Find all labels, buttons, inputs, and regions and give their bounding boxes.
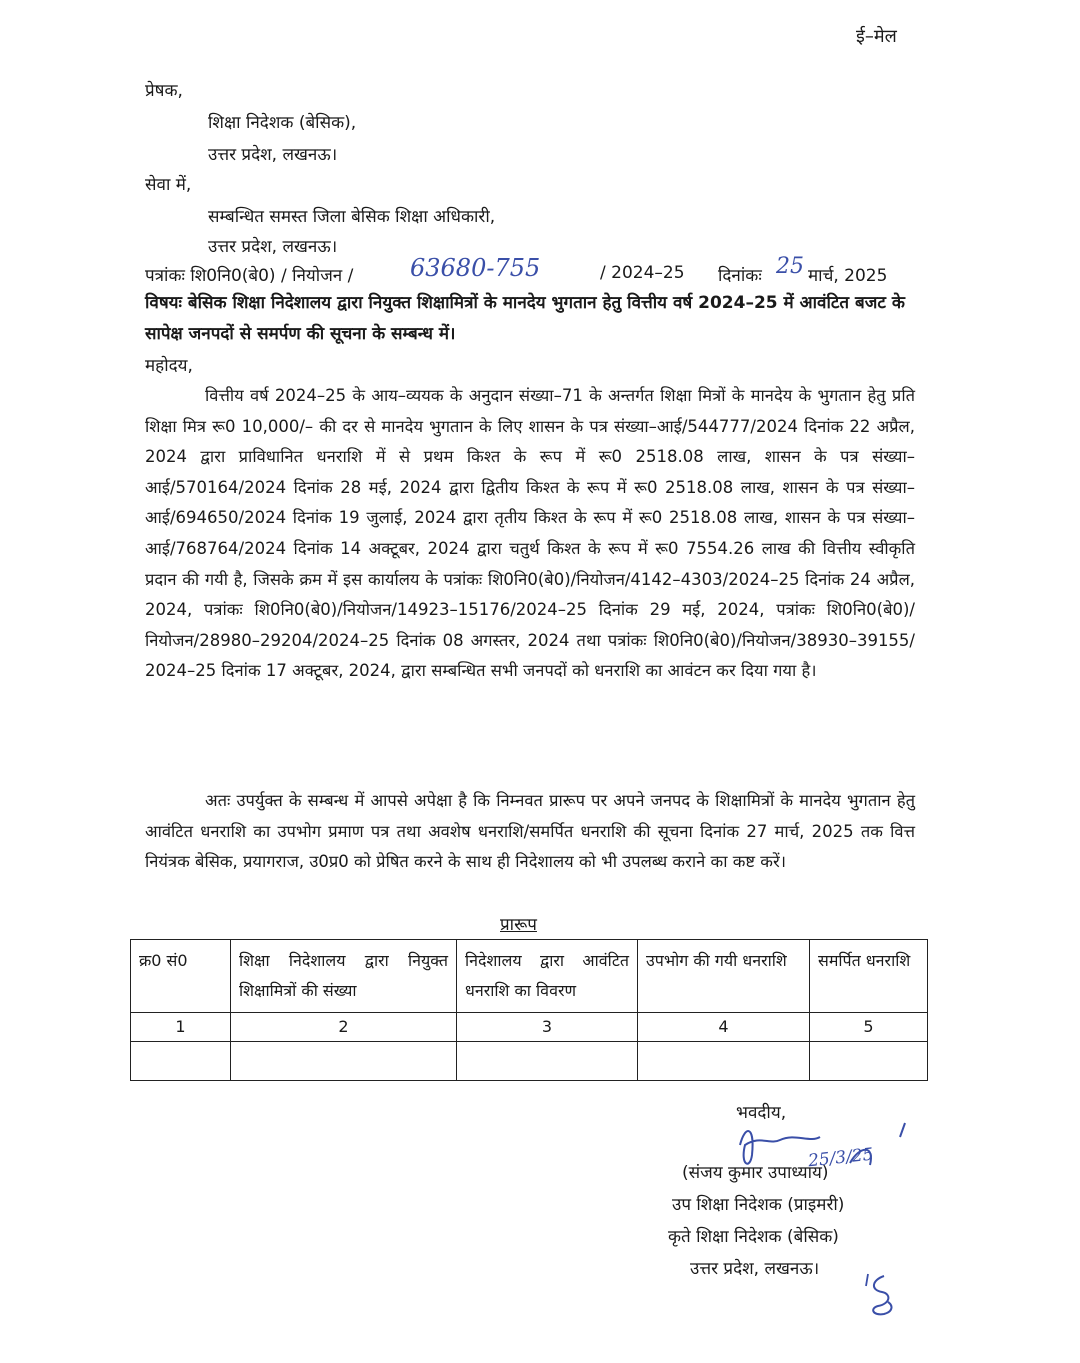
table-header-row: [131, 940, 928, 1013]
signatory-name: (संजय कुमार उपाध्याय): [682, 1163, 829, 1183]
table-header-cell: निदेशालय द्वारा आवंटित धनराशि का विवरण: [457, 940, 638, 1013]
reference-date-label: दिनांकः: [718, 266, 762, 286]
reference-prefix: पत्रांकः शि0नि0(बे0) / नियोजन /: [145, 266, 354, 286]
sender-label: प्रेषक,: [145, 81, 183, 101]
reference-year: / 2024–25: [600, 263, 685, 283]
table-header-cell: उपभोग की गयी धनराशि: [638, 940, 810, 1013]
handwritten-signature-date: 25/3/25: [807, 1144, 875, 1172]
table-header-cell: शिक्षा निदेशालय द्वारा नियुक्त शिक्षामित्रों की संख्या: [231, 940, 457, 1013]
table-empty-cell: [638, 1042, 810, 1081]
table-empty-cell: [457, 1042, 638, 1081]
recipient-label: सेवा में,: [145, 175, 192, 195]
initials-scribble: [862, 1272, 902, 1320]
salutation: महोदय,: [145, 356, 193, 376]
signatory-place: उत्तर प्रदेश, लखनऊ।: [690, 1259, 820, 1279]
table-empty-cell: [131, 1042, 231, 1081]
table-number-cell: 3: [457, 1013, 638, 1042]
format-table: [130, 939, 928, 1081]
handwritten-letter-number: 63680-755: [410, 254, 541, 282]
format-title: प्रारूप: [500, 915, 537, 935]
email-tag: ई–मेल: [856, 26, 897, 47]
recipient-line1: सम्बन्धित समस्त जिला बेसिक शिक्षा अधिकारी,: [208, 207, 496, 227]
subject-line: विषयः बेसिक शिक्षा निदेशालय द्वारा नियुक्त शिक्षामित्रों के मानदेय भुगतान हेतु वित्तीय वर्ष 2024–25 में आवंटित बजट के सापेक्ष जनपदों से समर्पण की सूचना के सम्बन्ध में।: [145, 293, 905, 344]
table-number-row: [131, 1013, 928, 1042]
body-paragraph-1: [145, 381, 915, 687]
table-number-cell: 1: [131, 1013, 231, 1042]
table-number-cell: 5: [810, 1013, 928, 1042]
table-empty-cell: [810, 1042, 928, 1081]
table-number-cell: 2: [231, 1013, 457, 1042]
signatory-on-behalf: कृते शिक्षा निदेशक (बेसिक): [668, 1227, 839, 1247]
handwritten-date-day: 25: [776, 254, 804, 279]
signatory-designation: उप शिक्षा निदेशक (प्राइमरी): [672, 1195, 845, 1215]
sender-line1: शिक्षा निदेशक (बेसिक),: [208, 113, 357, 133]
body-paragraph-1-text: वित्तीय वर्ष 2024–25 के आय–व्ययक के अनुदान संख्या–71 के अन्तर्गत शिक्षा मित्रों के मानदेय के भुगतान हेतु प्रति शिक्षा मित्र रू0 10,000/– की दर से मानदेय भुगतान के लिए शासन के पत्र संख्या–आई/544777/2024 दिनांक 22 अप्रैल, 2024 द्वारा प्राविधानित धनराशि में से प्रथम किश्त के रूप में रू0 2518.08 लाख, शासन के पत्र संख्या–आई/570164/2024 दिनांक 28 मई, 2024 द्वारा द्वितीय किश्त के रूप में रू0 2518.08 लाख, शासन के पत्र संख्या–आई/694650/2024 दिनांक 19 जुलाई, 2024 द्वारा तृतीय किश्त के रूप में रू0 2518.08 लाख, शासन के पत्र संख्या–आई/768764/2024 दिनांक 14 अक्टूबर, 2024 द्वारा चतुर्थ किश्त के रूप में रू0 7554.26 लाख की वित्तीय स्वीकृति प्रदान की गयी है, जिसके क्रम में इस कार्यालय के पत्रांकः शि0नि0(बे0)/नियोजन/4142–4303/2024–25 दिनांक 24 अप्रैल, 2024, पत्रांकः शि0नि0(बे0)/नियोजन/14923–15176/2024–25 दिनांक 29 मई, 2024, पत्रांकः शि0नि0(बे0)/नियोजन/28980–29204/2024–25 दिनांक 08 अगस्तर, 2024 तथा पत्रांकः शि0नि0(बे0)/नियोजन/38930–39155/ 2024–25 दिनांक 17 अक्टूबर, 2024, द्वारा सम्बन्धित सभी जनपदों को धनराशि का आवंटन कर दिया गया है।: [145, 386, 915, 681]
body-paragraph-2-text: अतः उपर्युक्त के सम्बन्ध में आपसे अपेक्षा है कि निम्नवत प्रारूप पर अपने जनपद के शिक्षामित्रों के मानदेय भुगतान हेतु आवंटित धनराशि का उपभोग प्रमाण पत्र तथा अवशेष धनराशि/समर्पित धनराशि की सूचना दिनांक 27 मार्च, 2025 तक वित्त नियंत्रक बेसिक, प्रयागराज, उ0प्र0 को प्रेषित करने के साथ ही निदेशालय को भी उपलब्ध कराने का कष्ट करें।: [145, 791, 915, 872]
table-empty-row: [131, 1042, 928, 1081]
sender-line2: उत्तर प्रदेश, लखनऊ।: [208, 145, 338, 165]
table-header-cell: समर्पित धनराशि: [810, 940, 928, 1013]
closing: भवदीय,: [736, 1103, 787, 1123]
table-empty-cell: [231, 1042, 457, 1081]
reference-date-rest: मार्च, 2025: [808, 266, 888, 286]
recipient-line2: उत्तर प्रदेश, लखनऊ।: [208, 237, 338, 257]
table-number-cell: 4: [638, 1013, 810, 1042]
body-paragraph-2: [145, 786, 915, 878]
table-header-cell: क्र0 सं0: [131, 940, 231, 1013]
